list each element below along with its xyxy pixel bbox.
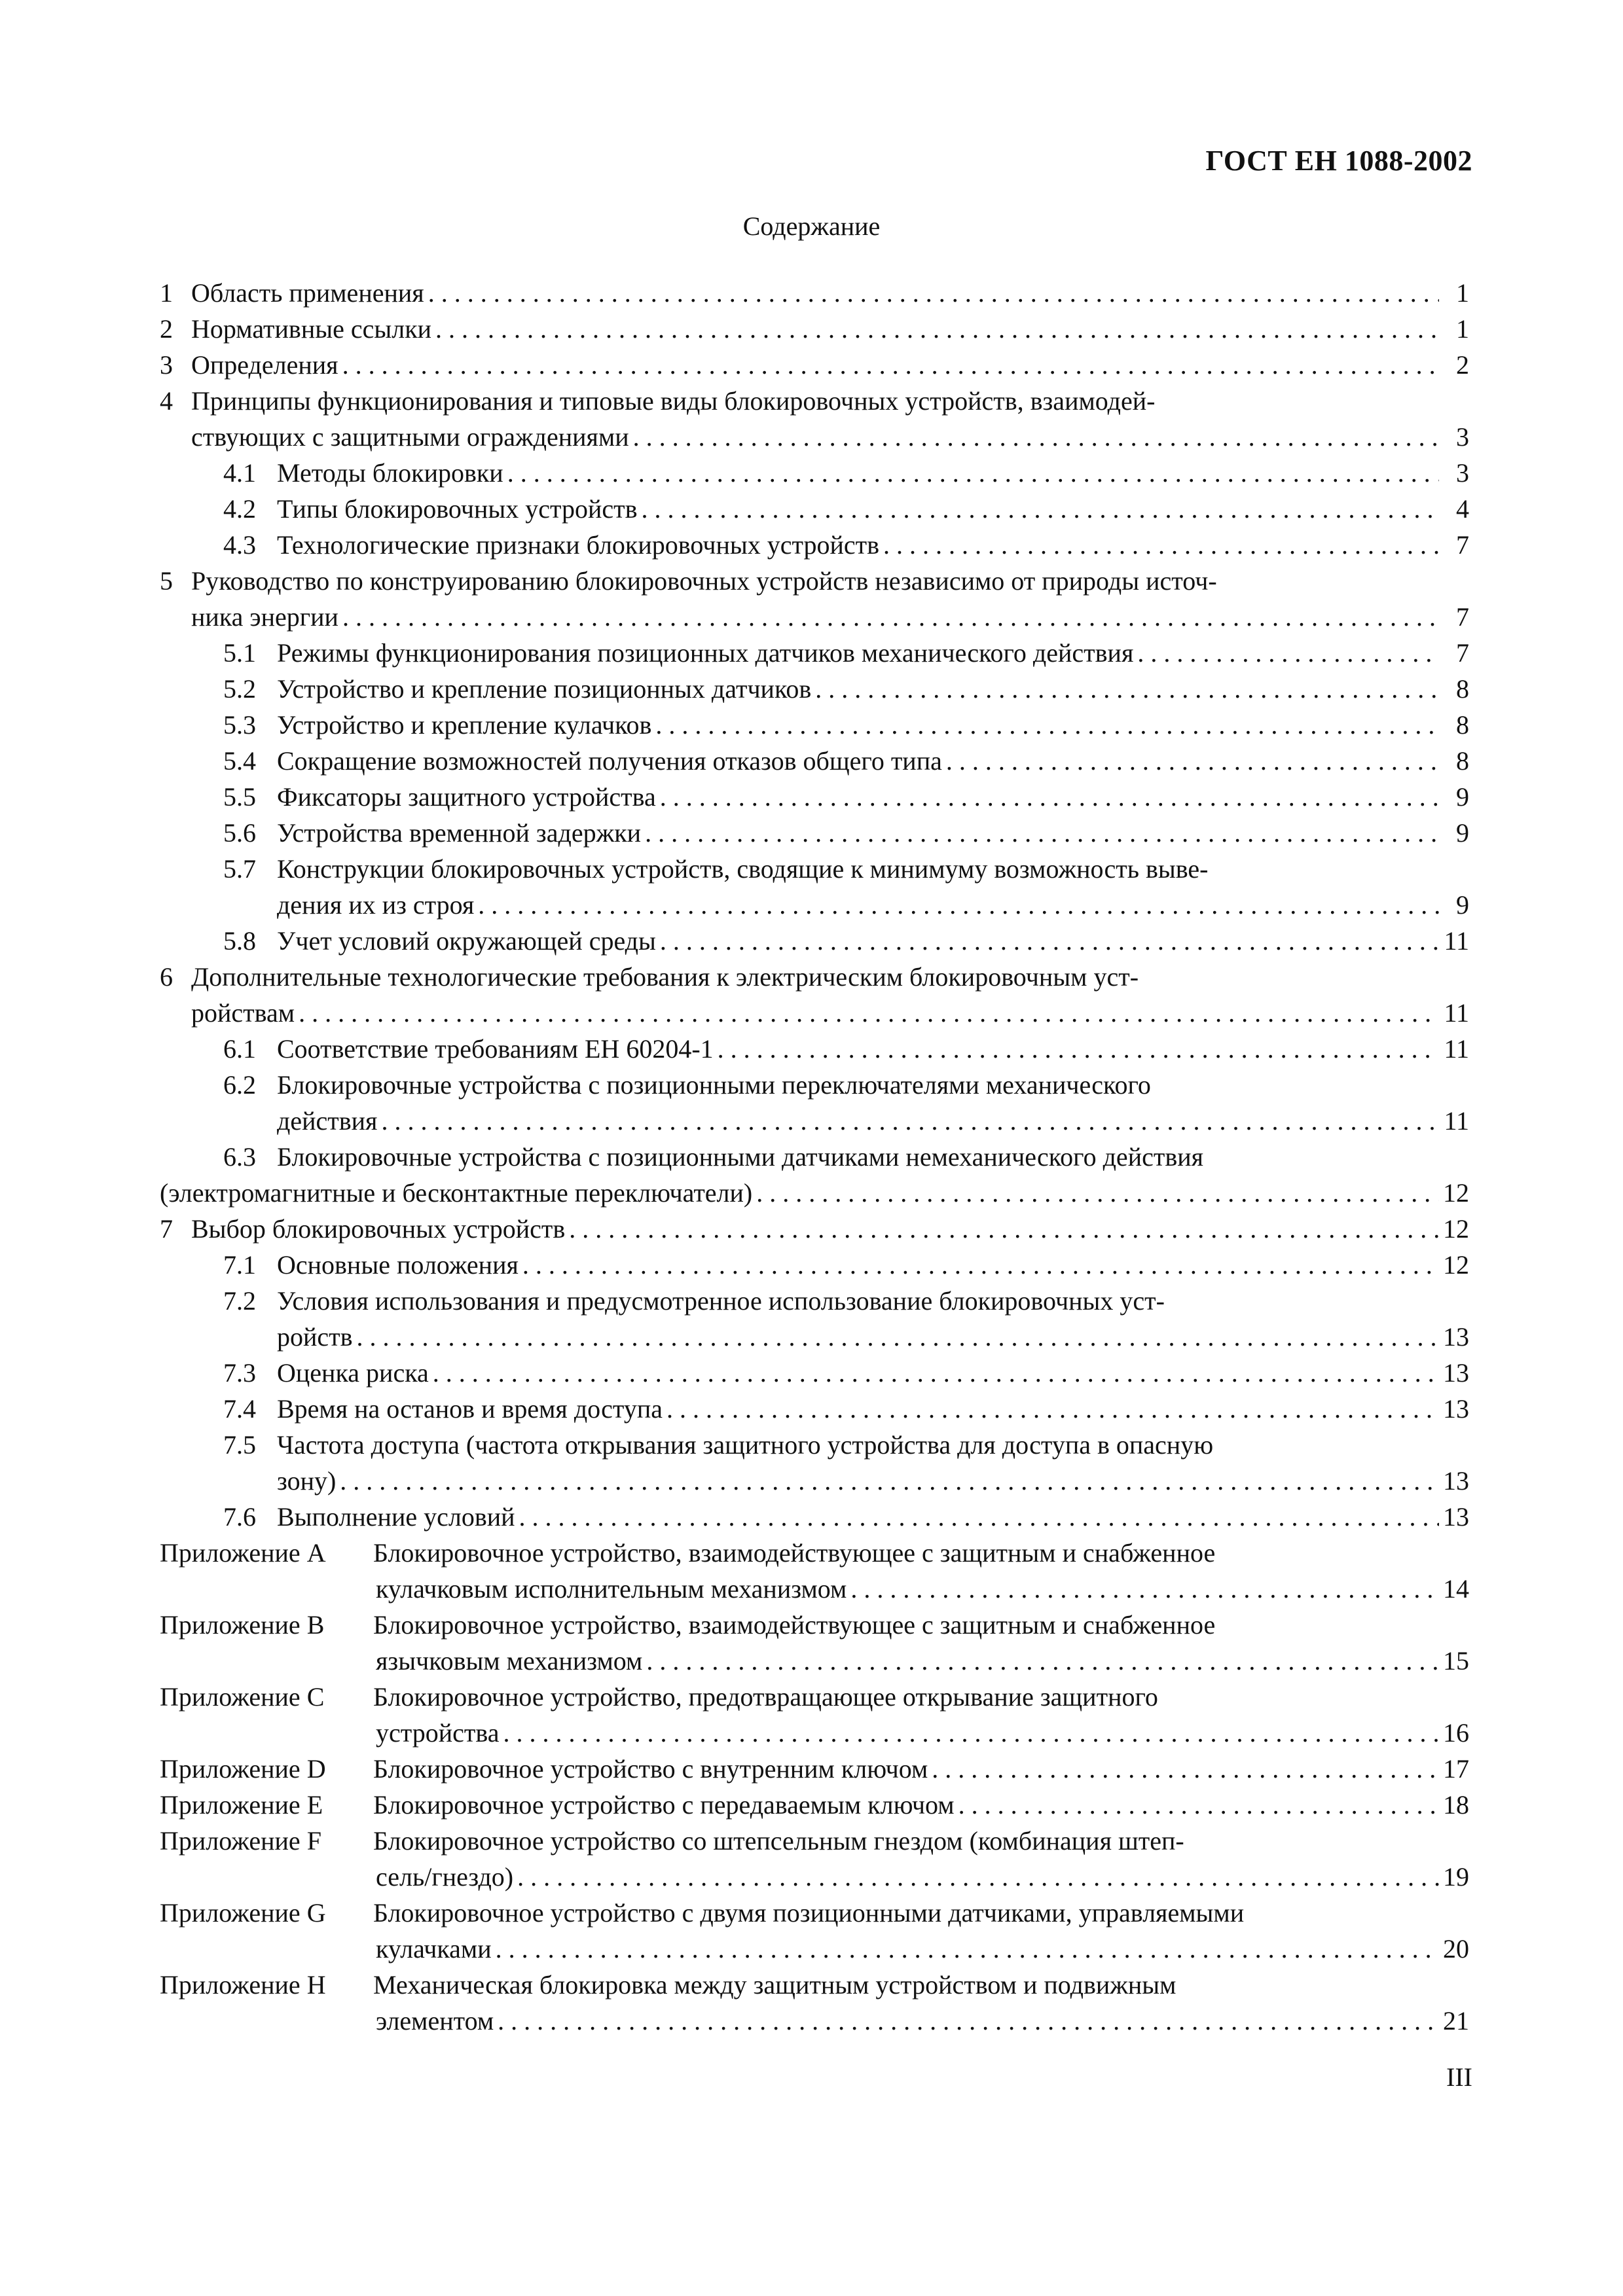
toc-entry[interactable]: [160, 1571, 1469, 1607]
toc-entry-title: кулачками: [376, 1934, 492, 1964]
dot-leader: [660, 779, 1439, 815]
toc-entry-title: Устройство и крепление кулачков: [277, 710, 652, 740]
toc-entry-number: 4: [160, 386, 173, 416]
toc-entry-title: дения их из строя: [277, 890, 475, 920]
toc-entry[interactable]: [160, 779, 1469, 815]
toc-entry-title: Принципы функционирования и типовые виды блокировочных устройств, взаимодей-: [191, 386, 1156, 416]
dot-leader: [883, 527, 1439, 563]
dot-leader: [498, 2003, 1439, 2039]
toc-entry-page: 21: [1443, 2006, 1469, 2036]
toc-entry-number: 7.3: [223, 1358, 256, 1388]
toc-entry-title: устройства: [376, 1718, 500, 1748]
toc-entry-title: Блокировочное устройство, взаимодействующее с защитным и снабженное: [373, 1538, 1216, 1568]
toc-entry-number: 5.4: [223, 746, 256, 776]
dot-leader: [660, 923, 1439, 959]
toc-entry-title: ройств: [277, 1322, 353, 1352]
toc-entry-page: 13: [1443, 1322, 1469, 1352]
toc-entry-title: Определения: [191, 350, 338, 380]
toc-entry-number: 7.1: [223, 1250, 256, 1280]
dot-leader: [655, 707, 1439, 743]
toc-entry[interactable]: [160, 419, 1469, 455]
dot-leader: [958, 1787, 1439, 1823]
toc-entry-page: 11: [1444, 998, 1469, 1028]
toc-entry-number: Приложение Н: [160, 1970, 326, 2000]
toc-entry-title: (электромагнитные и бесконтактные переключатели): [160, 1178, 753, 1208]
toc-entry-number: 4.3: [223, 530, 256, 560]
dot-leader: [435, 311, 1439, 347]
dot-leader: [517, 1859, 1439, 1895]
dot-leader: [428, 275, 1439, 311]
toc-entry-page: 1: [1456, 278, 1469, 308]
toc-entry[interactable]: [160, 635, 1469, 671]
toc-entry-page: 16: [1443, 1718, 1469, 1748]
toc-entry-page: 13: [1443, 1358, 1469, 1388]
dot-leader: [645, 815, 1439, 851]
toc-entry-title: Технологические признаки блокировочных устройств: [277, 530, 879, 560]
toc-entry[interactable]: [160, 1463, 1469, 1499]
toc-entry-page: 19: [1443, 1862, 1469, 1892]
toc-entry[interactable]: [160, 707, 1469, 743]
toc-entry-number: Приложение В: [160, 1610, 325, 1640]
toc-entry[interactable]: [160, 923, 1469, 959]
toc-entry-number: 5.5: [223, 782, 256, 812]
toc-entry[interactable]: [160, 1535, 1469, 1571]
toc-entry-title: язычковым механизмом: [376, 1646, 643, 1676]
toc-entry[interactable]: [160, 1103, 1469, 1139]
toc-entry[interactable]: [160, 383, 1469, 419]
toc-entry[interactable]: [160, 1679, 1469, 1715]
toc-entry-number: 7.5: [223, 1430, 256, 1460]
toc-entry-title: Время на останов и время доступа: [277, 1394, 663, 1424]
toc-entry-title: Конструкции блокировочных устройств, сводящие к минимуму возможность выве-: [277, 854, 1209, 884]
toc-entry[interactable]: [160, 491, 1469, 527]
toc-entry-title: ствующих с защитными ограждениями: [191, 422, 629, 452]
toc-entry[interactable]: [160, 1139, 1469, 1175]
toc-entry-title: Выполнение условий: [277, 1502, 515, 1532]
dot-leader: [519, 1499, 1439, 1535]
toc-entry-title: Типы блокировочных устройств: [277, 494, 638, 524]
toc-entry-page: 13: [1443, 1466, 1469, 1496]
toc-entry-page: 12: [1443, 1214, 1469, 1244]
toc-entry-number: 4.1: [223, 458, 256, 488]
dot-leader: [299, 995, 1439, 1031]
toc-entry-number: 5.2: [223, 674, 256, 704]
toc-entry-title: ройствам: [191, 998, 295, 1028]
toc-entry-page: 18: [1443, 1790, 1469, 1820]
dot-leader: [381, 1103, 1439, 1139]
toc-entry-title: Оценка риска: [277, 1358, 429, 1388]
document-code: ГОСТ ЕН 1088-2002: [1205, 145, 1472, 177]
dot-leader: [932, 1751, 1439, 1787]
toc-entry-title: Фиксаторы защитного устройства: [277, 782, 656, 812]
toc-entry-title: кулачковым исполнительным механизмом: [376, 1574, 847, 1604]
toc-entry-page: 17: [1443, 1754, 1469, 1784]
toc-entry[interactable]: [160, 1067, 1469, 1103]
toc-entry-page: 11: [1444, 1106, 1469, 1136]
toc-entry-title: Сокращение возможностей получения отказов общего типа: [277, 746, 942, 776]
toc-entry-number: 7.6: [223, 1502, 256, 1532]
toc-entry-page: 13: [1443, 1394, 1469, 1424]
toc-entry[interactable]: [160, 599, 1469, 635]
toc-entry-page: 11: [1444, 1034, 1469, 1064]
toc-entry[interactable]: [160, 1607, 1469, 1643]
toc-entry[interactable]: [160, 1391, 1469, 1427]
toc-entry-title: сель/гнездо): [376, 1862, 514, 1892]
toc-entry[interactable]: [160, 347, 1469, 383]
toc-entry[interactable]: [160, 851, 1469, 887]
toc-entry-page: 9: [1456, 890, 1469, 920]
toc-entry-title: элементом: [376, 2006, 494, 2036]
toc-entry[interactable]: [160, 311, 1469, 347]
toc-entry[interactable]: [160, 563, 1469, 599]
toc-entry-page: 1: [1456, 314, 1469, 344]
toc-entry[interactable]: [160, 1355, 1469, 1391]
toc-entry-number: 5.6: [223, 818, 256, 848]
toc-entry-number: Приложение Е: [160, 1790, 323, 1820]
toc-entry[interactable]: [160, 1211, 1469, 1247]
toc-entry-page: 13: [1443, 1502, 1469, 1532]
toc-entry-page: 11: [1444, 926, 1469, 956]
toc-entry-title: Частота доступа (частота открывания защитного устройства для доступа в опасную: [277, 1430, 1214, 1460]
toc-entry-number: Приложение D: [160, 1754, 326, 1784]
toc-entry-title: Выбор блокировочных устройств: [191, 1214, 566, 1244]
dot-leader: [1137, 635, 1439, 671]
toc-entry[interactable]: [160, 1967, 1469, 2003]
toc-entry[interactable]: [160, 1283, 1469, 1319]
dot-leader: [503, 1715, 1439, 1751]
toc-entry-title: Учет условий окружающей среды: [277, 926, 656, 956]
toc-entry[interactable]: [160, 1823, 1469, 1859]
toc-entry-title: Блокировочные устройства с позиционными переключателями механического: [277, 1070, 1151, 1100]
dot-leader: [633, 419, 1439, 455]
toc-entry-title: Блокировочное устройство, предотвращающее открывание защитного: [373, 1682, 1158, 1712]
toc-entry[interactable]: [160, 1247, 1469, 1283]
toc-entry[interactable]: [160, 1859, 1469, 1895]
toc-entry[interactable]: [160, 1319, 1469, 1355]
toc-entry-number: 1: [160, 278, 173, 308]
toc-entry-title: Область применения: [191, 278, 424, 308]
toc-entry-page: 4: [1456, 494, 1469, 524]
dot-leader: [646, 1643, 1439, 1679]
toc-entry-number: 6.1: [223, 1034, 256, 1064]
toc-entry-number: 6.2: [223, 1070, 256, 1100]
toc-entry[interactable]: [160, 1499, 1469, 1535]
dot-leader: [496, 1931, 1439, 1967]
toc-entry-title: Блокировочное устройство с двумя позиционными датчиками, управляемыми: [373, 1898, 1245, 1928]
toc-entry-title: Устройство и крепление позиционных датчиков: [277, 674, 812, 704]
toc-entry[interactable]: [160, 1175, 1469, 1211]
dot-leader: [342, 599, 1439, 635]
toc-entry-number: 5: [160, 566, 173, 596]
toc-entry-number: 6.3: [223, 1142, 256, 1172]
toc-entry[interactable]: [160, 1787, 1469, 1823]
toc-entry-page: 8: [1456, 710, 1469, 740]
toc-entry-title: Основные положения: [277, 1250, 519, 1280]
dot-leader: [666, 1391, 1439, 1427]
toc-entry[interactable]: [160, 1643, 1469, 1679]
dot-leader: [522, 1247, 1439, 1283]
toc-entry[interactable]: [160, 959, 1469, 995]
toc-entry-title: Нормативные ссылки: [191, 314, 432, 344]
toc-entry-title: действия: [277, 1106, 378, 1136]
toc-entry-page: 14: [1443, 1574, 1469, 1604]
dot-leader: [507, 455, 1439, 491]
toc-entry-title: Условия использования и предусмотренное использование блокировочных уст-: [277, 1286, 1165, 1316]
toc-entry-title: Механическая блокировка между защитным устройством и подвижным: [373, 1970, 1176, 2000]
toc-entry[interactable]: [160, 527, 1469, 563]
toc-entry[interactable]: [160, 995, 1469, 1031]
toc-entry[interactable]: [160, 275, 1469, 311]
toc-entry-number: 5.1: [223, 638, 256, 668]
toc-entry-number: 4.2: [223, 494, 256, 524]
dot-leader: [718, 1031, 1439, 1067]
toc-entry[interactable]: [160, 815, 1469, 851]
toc-entry-page: 15: [1443, 1646, 1469, 1676]
dot-leader: [433, 1355, 1439, 1391]
toc-entry[interactable]: [160, 887, 1469, 923]
toc-entry-number: 7.4: [223, 1394, 256, 1424]
toc-entry[interactable]: [160, 2003, 1469, 2039]
dot-leader: [756, 1175, 1439, 1211]
toc-entry-page: 9: [1456, 818, 1469, 848]
toc-entry-number: 6: [160, 962, 173, 992]
toc-entry-title: Дополнительные технологические требования к электрическим блокировочным уст-: [191, 962, 1139, 992]
toc-entry-page: 8: [1456, 674, 1469, 704]
toc-entry-page: 20: [1443, 1934, 1469, 1964]
toc-entry-page: 7: [1456, 530, 1469, 560]
dot-leader: [357, 1319, 1439, 1355]
toc-entry-title: Руководство по конструированию блокировочных устройств независимо от природы источ-: [191, 566, 1217, 596]
toc-entry[interactable]: [160, 455, 1469, 491]
toc-entry-page: 8: [1456, 746, 1469, 776]
toc-entry-page: 7: [1456, 638, 1469, 668]
toc-entry-page: 2: [1456, 350, 1469, 380]
toc-entry-title: Блокировочные устройства с позиционными датчиками немеханического действия: [277, 1142, 1204, 1172]
toc-entry-number: Приложение С: [160, 1682, 325, 1712]
toc-entry-number: 3: [160, 350, 173, 380]
toc-entry-page: 3: [1456, 422, 1469, 452]
toc-entry[interactable]: [160, 1427, 1469, 1463]
toc-entry-number: 5.8: [223, 926, 256, 956]
dot-leader: [642, 491, 1439, 527]
dot-leader: [478, 887, 1439, 923]
toc-entry-page: 3: [1456, 458, 1469, 488]
toc-entry-page: 9: [1456, 782, 1469, 812]
toc-entry-title: Соответствие требованиям ЕН 60204-1: [277, 1034, 714, 1064]
toc-title: Содержание: [742, 211, 881, 241]
dot-leader: [850, 1571, 1439, 1607]
toc-entry-page: 12: [1443, 1178, 1469, 1208]
toc-entry-title: Блокировочное устройство со штепсельным гнездом (комбинация штеп-: [373, 1826, 1184, 1856]
dot-leader: [569, 1211, 1439, 1247]
toc-entry[interactable]: [160, 1715, 1469, 1751]
toc-entry[interactable]: [160, 1751, 1469, 1787]
toc-entry-title: ника энергии: [191, 602, 338, 632]
toc-entry[interactable]: [160, 1931, 1469, 1967]
page-number: III: [1446, 2062, 1472, 2092]
toc-entry[interactable]: [160, 671, 1469, 707]
toc-entry-page: 12: [1443, 1250, 1469, 1280]
toc-entry[interactable]: [160, 743, 1469, 779]
dot-leader: [946, 743, 1439, 779]
dot-leader: [340, 1463, 1439, 1499]
toc-entry-number: 7.2: [223, 1286, 256, 1316]
toc-entry-number: Приложение А: [160, 1538, 326, 1568]
toc-entry-title: Устройства временной задержки: [277, 818, 642, 848]
toc-entry-number: Приложение F: [160, 1826, 321, 1856]
table-of-contents: [160, 275, 1469, 2039]
toc-entry-title: Режимы функционирования позиционных датчиков механического действия: [277, 638, 1134, 668]
dot-leader: [342, 347, 1439, 383]
toc-entry-number: 7: [160, 1214, 173, 1244]
toc-entry-title: Блокировочное устройство, взаимодействующее с защитным и снабженное: [373, 1610, 1216, 1640]
toc-entry-page: 7: [1456, 602, 1469, 632]
toc-entry-number: Приложение G: [160, 1898, 326, 1928]
toc-entry[interactable]: [160, 1031, 1469, 1067]
toc-entry-number: 5.3: [223, 710, 256, 740]
toc-entry-title: Блокировочное устройство с внутренним ключом: [373, 1754, 928, 1784]
toc-entry[interactable]: [160, 1895, 1469, 1931]
toc-entry-number: 2: [160, 314, 173, 344]
toc-entry-title: Блокировочное устройство с передаваемым ключом: [373, 1790, 955, 1820]
toc-entry-number: 5.7: [223, 854, 256, 884]
toc-entry-title: Методы блокировки: [277, 458, 503, 488]
toc-entry-title: зону): [277, 1466, 337, 1496]
dot-leader: [815, 671, 1439, 707]
